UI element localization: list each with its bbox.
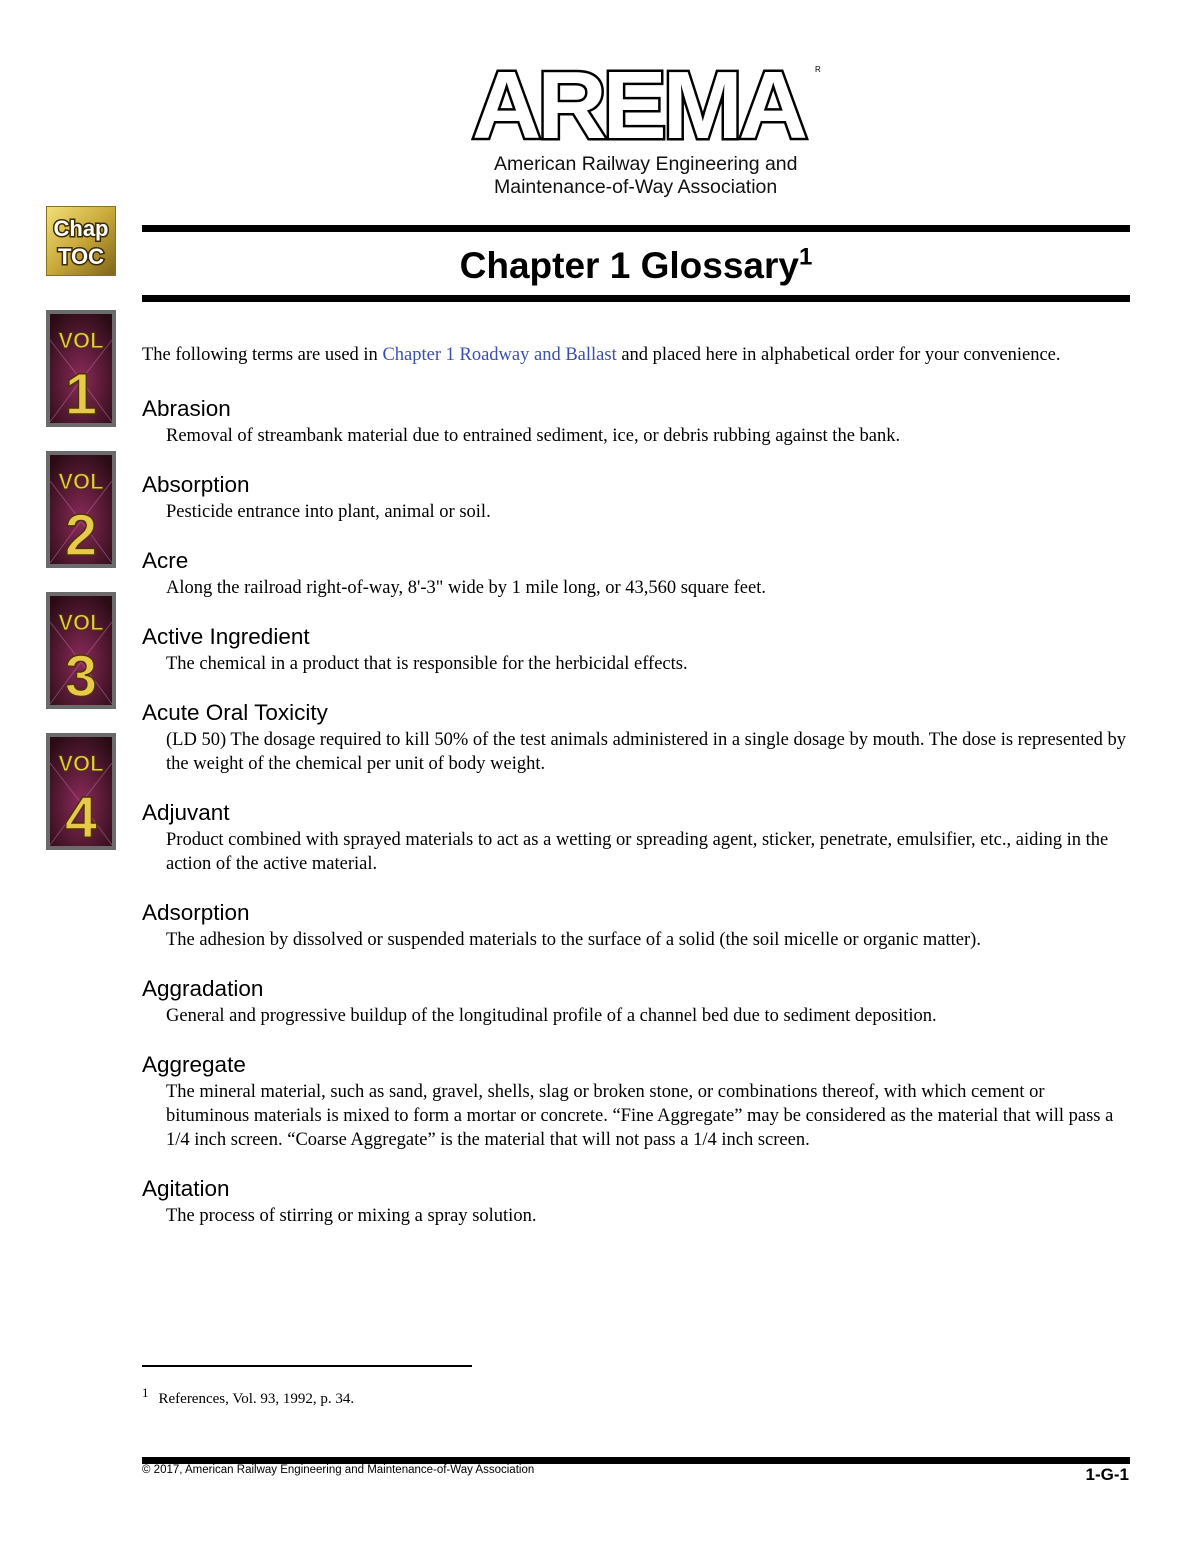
chap-toc-line2: TOC bbox=[57, 244, 105, 269]
title-rule-bottom bbox=[142, 295, 1130, 302]
volume-2-button[interactable] bbox=[46, 451, 116, 568]
volume-3-button[interactable] bbox=[46, 592, 116, 709]
vol-number: 4 bbox=[64, 785, 98, 850]
glossary-definition: Removal of streambank material due to entrained sediment, ice, or debris rubbing against the bank. bbox=[166, 426, 901, 446]
vol-label: VOL bbox=[58, 328, 104, 353]
glossary-term: Acre bbox=[142, 548, 189, 573]
vol-label: VOL bbox=[58, 610, 104, 635]
association-line-2: Maintenance-of-Way Association bbox=[494, 176, 778, 198]
page-number: 1-G-1 bbox=[1085, 1465, 1129, 1484]
logo-text: AREMA bbox=[472, 58, 804, 153]
glossary-list bbox=[142, 394, 1132, 1250]
svg-text:R: R bbox=[815, 65, 821, 74]
chapter-toc-button[interactable] bbox=[46, 206, 116, 276]
intro-text-before: The following terms are used in bbox=[142, 345, 383, 365]
page-title bbox=[142, 240, 1130, 292]
glossary-term: Aggregate bbox=[142, 1052, 246, 1077]
chap-toc-line1: Chap bbox=[53, 216, 109, 241]
glossary-term: Acute Oral Toxicity bbox=[142, 700, 328, 725]
glossary-definition: Product combined with sprayed materials to act as a wetting or spreading agent, sticker, penetrate, emulsifier, etc., aiding in the action of the active material. bbox=[166, 830, 1109, 874]
footnote-rule bbox=[142, 1365, 472, 1367]
glossary-term: Abrasion bbox=[142, 396, 231, 421]
glossary-definition: The process of stirring or mixing a spray solution. bbox=[166, 1206, 537, 1226]
footnote bbox=[142, 1385, 354, 1408]
title-footnote-ref[interactable]: 1 bbox=[798, 243, 813, 271]
glossary-term: Agitation bbox=[142, 1176, 230, 1201]
vol-label: VOL bbox=[58, 469, 104, 494]
intro-paragraph bbox=[142, 345, 1142, 366]
vol-number: 2 bbox=[64, 503, 98, 568]
glossary-term: Adsorption bbox=[142, 900, 250, 925]
glossary-term: Aggradation bbox=[142, 976, 264, 1001]
vol-number: 1 bbox=[64, 362, 98, 427]
volume-4-button[interactable] bbox=[46, 733, 116, 850]
glossary-definition: General and progressive buildup of the longitudinal profile of a channel bed due to sediment deposition. bbox=[166, 1006, 937, 1026]
glossary-definition: (LD 50) The dosage required to kill 50% of the test animals administered in a single dosage by mouth. The dose is represented by the weight of the chemical per unit of body weight. bbox=[166, 730, 1127, 774]
footnote-text: References, Vol. 93, 1992, p. 34. bbox=[158, 1391, 355, 1407]
glossary-term: Active Ingredient bbox=[142, 624, 310, 649]
glossary-definition: The mineral material, such as sand, gravel, shells, slag or broken stone, or combinations thereof, with which cement or bituminous materials is mixed to form a mortar or concrete. “Fine Aggregate” may be considered as the material that will pass a 1/4 inch screen. “Coarse Aggregate” is the material that will not pass a 1/4 inch screen. bbox=[166, 1082, 1114, 1150]
association-line-1: American Railway Engineering and bbox=[494, 153, 798, 175]
title-rule-top bbox=[142, 225, 1130, 232]
glossary-definition: Pesticide entrance into plant, animal or soil. bbox=[166, 502, 491, 522]
glossary-term: Adjuvant bbox=[142, 800, 230, 825]
footnote-mark: 1 bbox=[142, 1385, 149, 1400]
footer-rule bbox=[142, 1457, 1130, 1464]
glossary-definition: Along the railroad right-of-way, 8'-3" wide by 1 mile long, or 43,560 square feet. bbox=[166, 578, 766, 598]
page-title-text: Chapter 1 Glossary bbox=[459, 245, 799, 286]
glossary-definition: The adhesion by dissolved or suspended materials to the surface of a solid (the soil micelle or organic matter). bbox=[166, 930, 981, 950]
vol-number: 3 bbox=[64, 644, 98, 709]
association-name bbox=[494, 153, 798, 199]
glossary-term: Absorption bbox=[142, 472, 250, 497]
vol-label: VOL bbox=[58, 751, 104, 776]
chapter-1-link[interactable]: Chapter 1 Roadway and Ballast bbox=[382, 345, 617, 365]
glossary-definition: The chemical in a product that is responsible for the herbicidal effects. bbox=[166, 654, 688, 674]
volume-1-button[interactable] bbox=[46, 310, 116, 427]
copyright: © 2017, American Railway Engineering and Maintenance-of-Way Association bbox=[142, 1464, 535, 1476]
intro-text-after: and placed here in alphabetical order for your convenience. bbox=[616, 345, 1061, 365]
